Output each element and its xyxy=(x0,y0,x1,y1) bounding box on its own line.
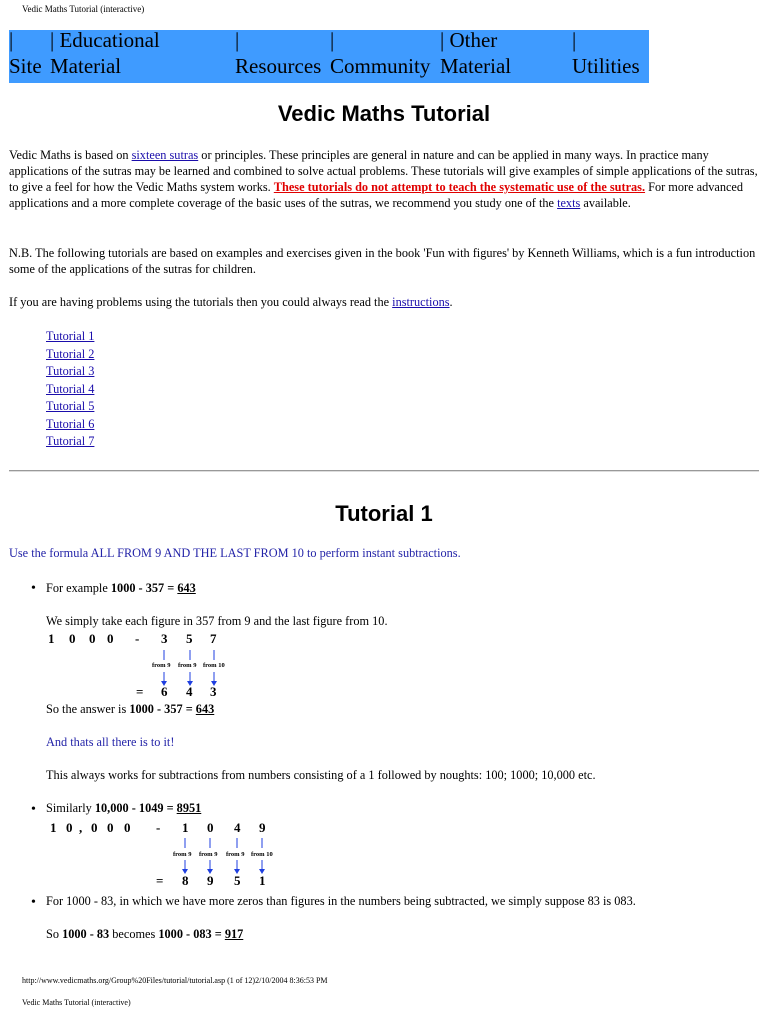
disclaimer-text: These tutorials do not attempt to teach the systematic use of the sutras. xyxy=(273,180,646,194)
example-3-line: For 1000 - 83, in which we have more zeros than figures in the numbers being subtracted, we simply suppose 83 is 083. xyxy=(46,894,636,908)
d2-bottom-digit: 1 xyxy=(259,873,266,888)
d2-from-label: from 10 xyxy=(251,851,273,858)
d2-bottom-digit: 9 xyxy=(207,873,214,888)
example-1-answer: 643 xyxy=(177,581,196,595)
intro-paragraph: Vedic Maths is based on sixteen sutras or principles. These principles are general in nature and can be applied in many ways. In practice many applications of the sutras may be learned and combined to solve actual problems. These tutorials will give examples of simple applications of the sutras, to give a feel for how the Vedic Maths system works. These tutorials do not attempt to teach the systematic use of the sutras. For more advanced applications and a more complete coverage of the basic uses of the sutras, we recommend you study one of the texts available. xyxy=(9,148,758,210)
page-header: Vedic Maths Tutorial (interactive) xyxy=(22,4,145,14)
d2-top-digit: 0 xyxy=(124,820,131,835)
d1-top-digit: 0 xyxy=(107,631,114,646)
d2-top-digit: 9 xyxy=(259,820,266,835)
sixteen-sutras-link[interactable]: sixteen sutras xyxy=(131,148,199,162)
tutorial-link-4[interactable]: Tutorial 4 xyxy=(46,381,95,396)
d1-bottom-digit: 3 xyxy=(210,684,217,699)
d1-top-digit: 0 xyxy=(69,631,76,646)
d2-comma: , xyxy=(79,820,83,835)
d1-top-digit: 5 xyxy=(186,631,193,646)
d1-bottom-digit: 4 xyxy=(186,684,193,699)
tutorial-1-heading: Tutorial 1 xyxy=(335,501,433,526)
example-1-description: We simply take each figure in 357 from 9 and the last figure from 10. xyxy=(46,614,388,628)
d2-top-digit: 0 xyxy=(207,820,214,835)
d1-top-digit: 7 xyxy=(210,631,217,646)
tutorial-1-rule: Use the formula ALL FROM 9 AND THE LAST FROM 10 to perform instant subtractions. xyxy=(9,546,461,560)
tutorial-link-7[interactable]: Tutorial 7 xyxy=(46,434,95,448)
d1-top-digit: 1 xyxy=(48,631,55,646)
nav-utilities[interactable]: | Utilities xyxy=(572,28,640,78)
bullet-1: • xyxy=(31,581,36,596)
d2-from-label: from 9 xyxy=(226,851,245,858)
instructions-paragraph: If you are having problems using the tutorials then you could always read the instructions. xyxy=(9,295,453,309)
d2-from-label: from 9 xyxy=(173,851,192,858)
d2-top-digit: 0 xyxy=(66,820,73,835)
tutorial-link-6[interactable]: Tutorial 6 xyxy=(46,416,95,431)
d2-top-digit: 1 xyxy=(182,820,189,835)
d2-top-digit: 0 xyxy=(91,820,98,835)
d2-top-digit: 0 xyxy=(107,820,114,835)
tutorial-link-2[interactable]: Tutorial 2 xyxy=(46,346,95,361)
d2-bottom-digit: 5 xyxy=(234,873,241,888)
d2-top-digit: 4 xyxy=(234,820,241,835)
example-2-line: Similarly 10,000 - 1049 = 8951 xyxy=(46,801,202,815)
section-divider xyxy=(9,470,759,472)
d2-equals: = xyxy=(156,873,164,888)
example-3-answer-line: So 1000 - 83 becomes 1000 - 083 = 917 xyxy=(46,927,244,941)
example-1-answer-line: So the answer is 1000 - 357 = 643 xyxy=(46,702,215,716)
d2-minus: - xyxy=(156,820,161,835)
thats-all-text: And thats all there is to it! xyxy=(46,735,175,749)
nav-other-material[interactable]: | Other Material xyxy=(440,28,512,78)
footer-url: http://www.vedicmaths.org/Group%20Files/tutorial/tutorial.asp (1 of 12)2/10/2004 8:36:53 PM xyxy=(22,976,328,985)
d1-top-digit: 3 xyxy=(161,631,168,646)
footer-title: Vedic Maths Tutorial (interactive) xyxy=(22,998,131,1007)
always-works-text: This always works for subtractions from numbers consisting of a 1 followed by noughts: 100; 1000; 10,000 etc. xyxy=(46,768,596,782)
nav-site[interactable]: | Site xyxy=(9,28,42,78)
bullet-2: • xyxy=(31,802,36,817)
d2-top-digit: 1 xyxy=(50,820,57,835)
texts-link[interactable]: texts xyxy=(557,196,581,210)
example-1-line: For example 1000 - 357 = 643 xyxy=(46,581,196,595)
d1-bottom-digit: 6 xyxy=(161,684,168,699)
d1-from-label: from 9 xyxy=(152,662,171,669)
tutorial-link-1[interactable]: Tutorial 1 xyxy=(46,329,95,343)
tutorial-link-5[interactable]: Tutorial 5 xyxy=(46,399,95,413)
d1-from-label: from 10 xyxy=(203,662,225,669)
bullet-3: • xyxy=(31,895,36,910)
nav-resources[interactable]: | Resources xyxy=(235,28,322,78)
d1-top-digit: 0 xyxy=(89,631,96,646)
d2-from-label: from 9 xyxy=(199,851,218,858)
tutorial-link-3[interactable]: Tutorial 3 xyxy=(46,364,95,378)
nb-paragraph: N.B. The following tutorials are based on examples and exercises given in the book 'Fun with figures' by Kenneth Williams, which is a fun introduction some of the applications of the sutras for children. xyxy=(9,246,756,276)
instructions-link[interactable]: instructions xyxy=(392,295,450,309)
nav-educational-material[interactable]: | Educational Material xyxy=(50,28,160,78)
page-title: Vedic Maths Tutorial xyxy=(277,101,491,126)
d1-equals: = xyxy=(136,684,144,699)
d1-from-label: from 9 xyxy=(178,662,197,669)
d2-bottom-digit: 8 xyxy=(182,873,189,888)
nav-community[interactable]: | Community xyxy=(330,28,431,78)
d1-minus: - xyxy=(135,631,140,646)
tutorial-list xyxy=(46,328,94,451)
nav-bar xyxy=(9,30,649,83)
